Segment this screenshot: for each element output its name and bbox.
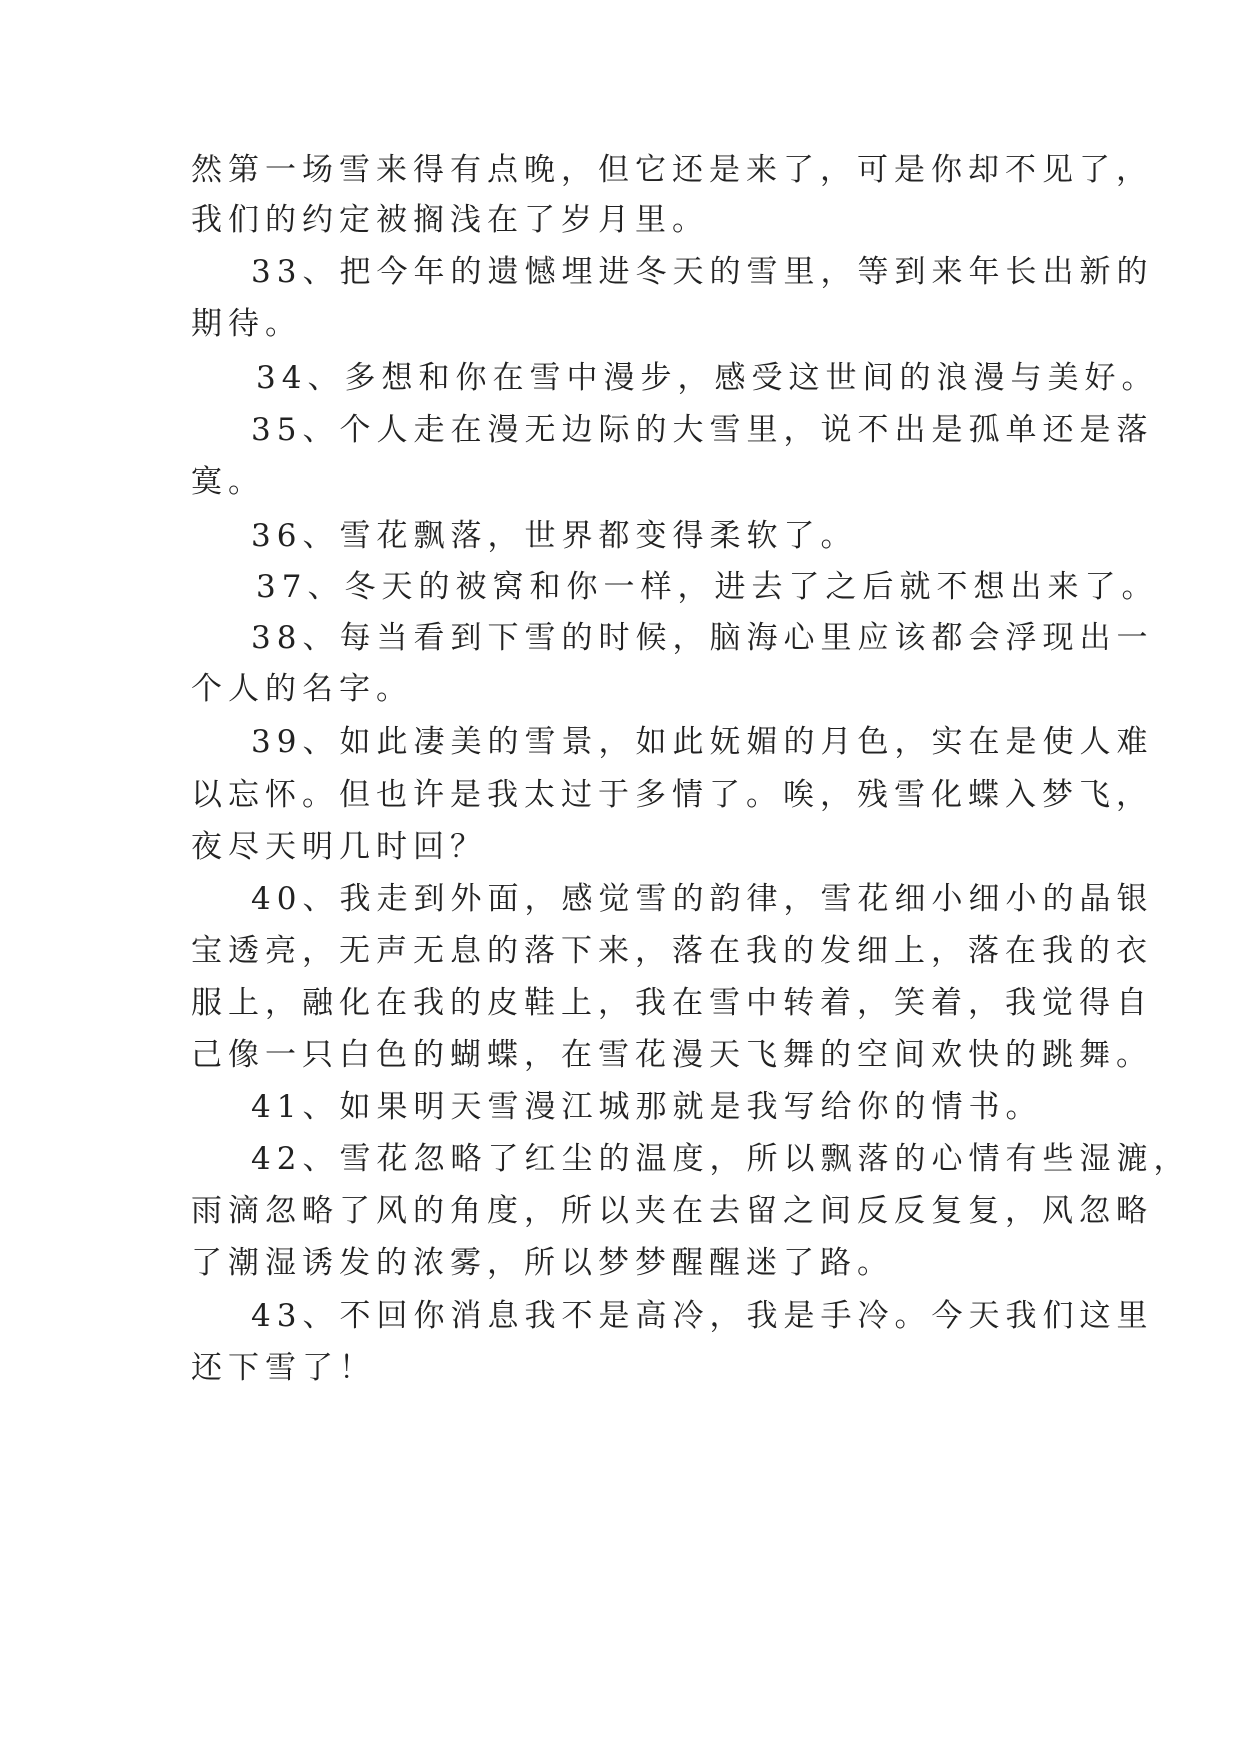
text-line: 雨滴忽略了风的角度，所以夹在去留之间反反复复，风忽略 [191, 1193, 1153, 1229]
entry-35: 35、个人走在漫无边际的大雪里，说不出是孤单还是落 [251, 412, 1154, 448]
entry-38: 38、每当看到下雪的时候，脑海心里应该都会浮现出一 [251, 620, 1154, 656]
text-line: 服上，融化在我的皮鞋上，我在雪中转着，笑着，我觉得自 [191, 985, 1153, 1021]
text-line: 夜尽天明几时回？ [191, 829, 487, 865]
entry-39: 39、如此凄美的雪景，如此妩媚的月色，实在是使人难 [251, 724, 1154, 760]
entry-33: 33、把今年的遗憾埋进冬天的雪里，等到来年长出新的 [251, 254, 1154, 290]
text-line: 还下雪了！ [191, 1350, 376, 1386]
text-line: 个人的名字。 [191, 671, 413, 707]
text-line: 宝透亮，无声无息的落下来，落在我的发细上，落在我的衣 [191, 933, 1153, 969]
entry-37: 37、冬天的被窝和你一样，进去了之后就不想出来了。 [256, 569, 1159, 605]
entry-34: 34、多想和你在雪中漫步，感受这世间的浪漫与美好。 [256, 360, 1159, 396]
entry-43: 43、不回你消息我不是高冷，我是手冷。今天我们这里 [251, 1298, 1154, 1334]
text-line: 期待。 [191, 306, 302, 342]
entry-36: 36、雪花飘落，世界都变得柔软了。 [251, 518, 858, 554]
text-line: 寞。 [191, 464, 265, 500]
text-line: 了潮湿诱发的浓雾，所以梦梦醒醒迷了路。 [191, 1245, 894, 1281]
entry-40: 40、我走到外面，感觉雪的韵律，雪花细小细小的晶银 [251, 881, 1154, 917]
entry-42: 42、雪花忽略了红尘的温度，所以飘落的心情有些湿漉， [251, 1141, 1191, 1177]
text-line: 我们的约定被搁浅在了岁月里。 [191, 202, 709, 238]
entry-41: 41、如果明天雪漫江城那就是我写给你的情书。 [251, 1089, 1043, 1125]
text-line: 以忘怀。但也许是我太过于多情了。唉，残雪化蝶入梦飞， [191, 777, 1153, 813]
text-line: 己像一只白色的蝴蝶，在雪花漫天飞舞的空间欢快的跳舞。 [191, 1037, 1153, 1073]
text-line: 然第一场雪来得有点晚，但它还是来了，可是你却不见了， [191, 152, 1153, 188]
